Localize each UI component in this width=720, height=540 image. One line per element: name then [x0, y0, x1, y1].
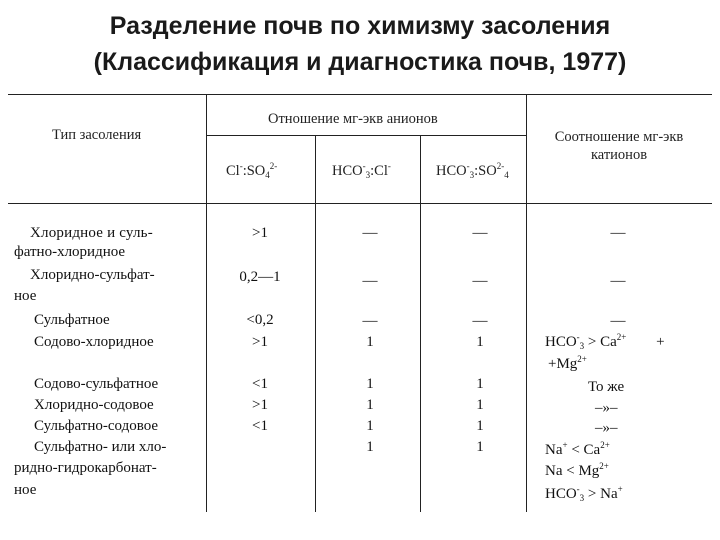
- cl-so4-value: <1: [252, 376, 268, 392]
- hco3-cl-value: 1: [366, 334, 374, 350]
- hco3-so4-value: 1: [476, 334, 484, 350]
- col-divider-3: [420, 135, 421, 512]
- header-bottom-rule: [8, 203, 712, 204]
- type-line: Сульфатное: [34, 312, 110, 328]
- hco3-so4-value: 1: [476, 376, 484, 392]
- cation-hco3-na: $HCO^-_3 > Na^+$: [545, 484, 623, 503]
- type-line: Сульфатно- или хло-: [34, 439, 167, 455]
- cation-ditto: –»–: [595, 400, 618, 416]
- cl-so4-value: <0,2: [246, 312, 274, 328]
- type-line: Содово-сульфатное: [34, 376, 159, 392]
- cation-soda-chloride: $HCO^-_3 > Ca^{2+}$ +: [545, 332, 665, 351]
- type-line: Хлоридно-содовое: [34, 397, 154, 413]
- hco3-cl-value: —: [362, 273, 378, 289]
- hco3-cl-value: —: [362, 225, 378, 241]
- type-line: Сульфатно-содовое: [34, 418, 159, 434]
- hco3-cl-value: 1: [366, 376, 374, 392]
- hco3-so4-value: —: [472, 273, 488, 289]
- hco3-cl-value: 1: [366, 418, 374, 434]
- cl-so4-value: >1: [252, 225, 268, 241]
- cation-ditto: –»–: [595, 420, 618, 436]
- cl-so4-value: >1: [252, 334, 268, 350]
- type-line: ное: [14, 482, 37, 498]
- cl-so4-value: <1: [252, 418, 268, 434]
- hco3-so4-value: 1: [476, 397, 484, 413]
- cation-value: —: [610, 313, 626, 329]
- type-line: ридно-гидрокарбонат-: [14, 460, 157, 476]
- col-divider-4: [526, 94, 527, 512]
- type-line: Содово-хлоридное: [34, 334, 154, 350]
- header-salinity-type: Тип засоления: [52, 127, 142, 143]
- hco3-so4-value: 1: [476, 439, 484, 455]
- cation-value: —: [610, 225, 626, 241]
- col-divider-1: [206, 94, 207, 512]
- anion-subheader-rule: [206, 135, 526, 136]
- hco3-cl-value: 1: [366, 439, 374, 455]
- type-line: фатно-хлоридное: [14, 244, 126, 260]
- header-hco3-so4: $HCO^-_3:SO^{2-}_4$: [436, 161, 509, 180]
- cation-value: —: [610, 273, 626, 289]
- hco3-so4-value: —: [472, 225, 488, 241]
- hco3-cl-value: —: [362, 313, 378, 329]
- hco3-so4-value: —: [472, 313, 488, 329]
- col-divider-2: [315, 135, 316, 512]
- cl-so4-value: >1: [252, 397, 268, 413]
- cation-same: То же: [588, 379, 625, 395]
- cation-na-mg: $Na < Mg^{2+}$: [545, 461, 609, 479]
- header-cation-ratio: Соотношение мг-экв катионов: [554, 129, 684, 163]
- hco3-cl-value: 1: [366, 397, 374, 413]
- type-line: Хлоридное и суль-: [30, 225, 153, 241]
- type-line: ное: [14, 288, 37, 304]
- table-top-rule: [8, 94, 712, 95]
- hco3-so4-value: 1: [476, 418, 484, 434]
- header-cl-so4: $Cl^-:SO_4^{2-}$: [226, 161, 278, 180]
- header-anion-ratio: Отношение мг-экв анионов: [268, 111, 438, 127]
- title-line-1: Разделение почв по химизму засоления: [109, 12, 611, 40]
- cation-na-ca: $Na^+ < Ca^{2+}$: [545, 440, 610, 458]
- cation-soda-chloride-mg: $+Mg^{2+}$: [548, 354, 587, 372]
- header-hco3-cl: $HCO^-_3:Cl^-$: [332, 161, 391, 180]
- type-line: Хлоридно-сульфат-: [30, 267, 155, 283]
- cl-so4-value: 0,2—1: [239, 269, 281, 285]
- title-line-2: (Классификация и диагностика почв, 1977): [93, 48, 627, 76]
